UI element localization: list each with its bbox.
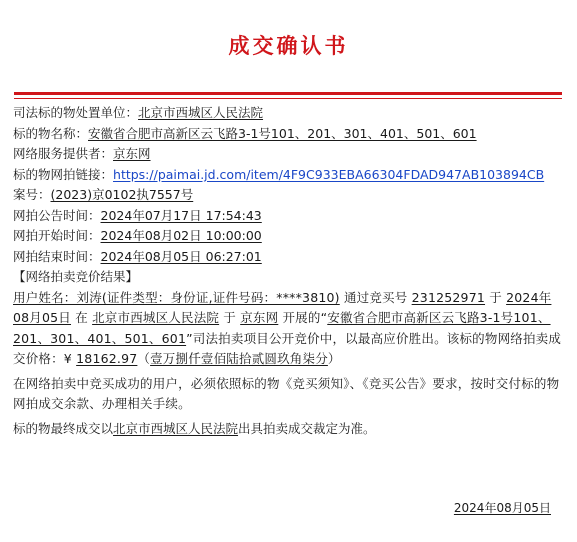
winner-info: 用户姓名：刘涛(证件类型：身份证,证件号码：****3810) — [13, 289, 340, 305]
final-text-1: 标的物最终成交以 — [13, 420, 114, 436]
final-court: 北京市西城区人民法院 — [113, 420, 239, 436]
court-label: 司法标的物处置单位： — [13, 105, 139, 120]
final-text-2: 出具拍卖成交裁定为准。 — [238, 420, 376, 436]
document-title: 成交确认书 — [228, 34, 349, 58]
announce-time-label: 网拍公告时间： — [13, 207, 101, 223]
court-value: 北京市西城区人民法院 — [138, 105, 264, 120]
case-no-label: 案号： — [13, 187, 51, 202]
result-text-6: ”司法拍卖项目公开竞价中，以最高应价胜出。该标的物网络拍卖成交价格：¥ — [13, 330, 562, 366]
link-label: 标的物网拍链接： — [13, 166, 114, 182]
result-text-1: 通过竞买号 — [343, 289, 408, 305]
case-no-row — [13, 185, 563, 206]
final-paragraph — [13, 419, 563, 440]
auction-link[interactable]: https://paimai.jd.com/item/4F9C933EBA66304FDAD947AB103894CB — [113, 166, 545, 182]
title-divider-thick — [14, 92, 562, 95]
provider-row — [13, 144, 563, 165]
auction-date: 2024年08月05日 — [13, 289, 552, 325]
result-text-5: 开展的“ — [282, 310, 328, 325]
notice-paragraph: 在网络拍卖中竞买成功的用户，必须依照标的物《竞买须知》、《竞买公告》要求，按时交付标的物网拍成交余款、办理相关手续。 — [13, 375, 560, 411]
bid-number: 231252971 — [411, 289, 486, 305]
deal-price-chinese: 壹万捌仟壹佰陆拾贰圆玖角柒分 — [150, 351, 328, 366]
end-time-label: 网拍结束时间： — [13, 248, 101, 264]
result-project: 安徽省合肥市高新区云飞路3-1号101、201、301、401、501、601 — [13, 310, 551, 346]
object-name-row — [13, 124, 563, 145]
result-court: 北京市西城区人民法院 — [92, 310, 220, 325]
start-time-row — [13, 226, 563, 247]
provider-label: 网络服务提供者： — [13, 146, 114, 161]
result-text-4: 于 — [223, 310, 236, 325]
end-time-value: 2024年08月05日 06:27:01 — [100, 248, 262, 264]
document-body — [13, 103, 563, 439]
announce-time-value: 2024年07月17日 17:54:43 — [100, 207, 262, 223]
court-row — [13, 103, 563, 124]
link-row — [13, 165, 563, 186]
title-divider-thin — [14, 98, 562, 99]
result-text-2: 于 — [489, 289, 502, 305]
provider-value: 京东网 — [113, 146, 151, 161]
result-text-7: （ — [137, 351, 151, 366]
result-text-3: 在 — [75, 310, 88, 325]
object-name-label: 标的物名称： — [13, 125, 89, 141]
result-heading: 【网络拍卖竞价结果】 — [13, 269, 139, 284]
end-time-row — [13, 247, 563, 268]
start-time-label: 网拍开始时间： — [13, 228, 101, 243]
object-name-value: 安徽省合肥市高新区云飞路3-1号101、201、301、401、501、601 — [88, 125, 477, 141]
case-no-value: (2023)京0102执7557号 — [50, 187, 194, 202]
result-text-8: ） — [327, 351, 341, 366]
deal-price: 18162.97 — [76, 351, 138, 366]
sign-date: 2024年08月05日 — [453, 501, 551, 515]
result-paragraph — [13, 288, 563, 370]
start-time-value: 2024年08月02日 10:00:00 — [100, 228, 262, 243]
result-platform: 京东网 — [240, 310, 279, 325]
announce-time-row — [13, 206, 563, 227]
